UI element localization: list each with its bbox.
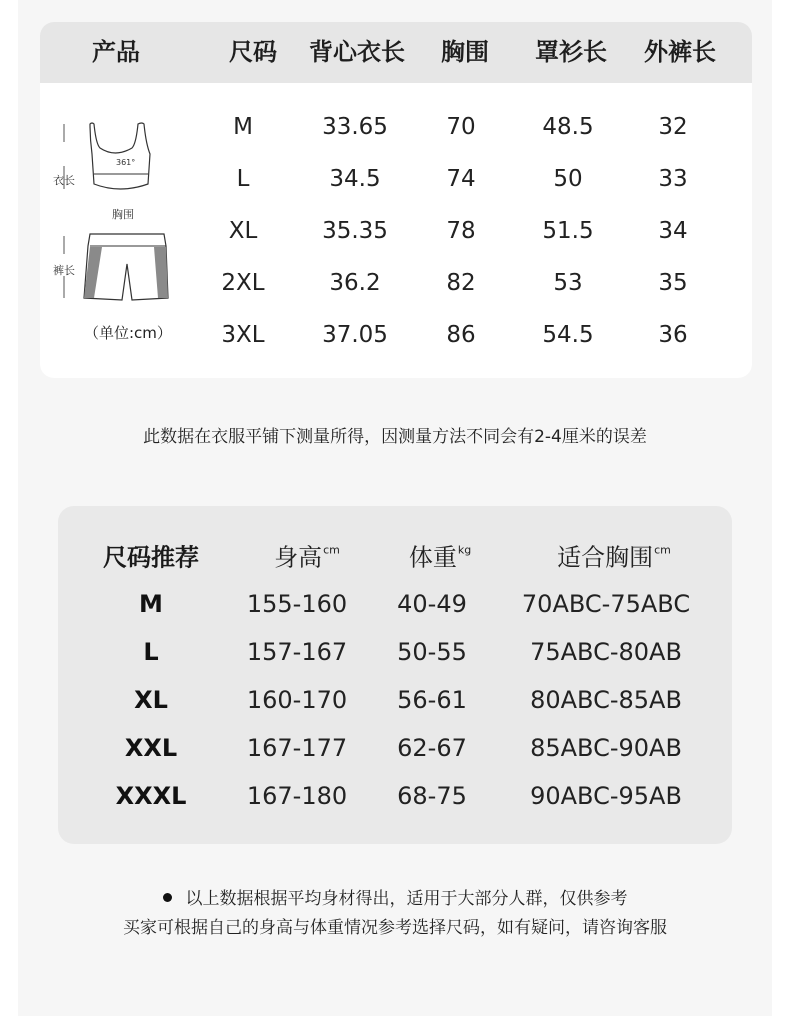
rec-size: L	[143, 638, 159, 666]
row-bust: 74	[446, 166, 476, 192]
rec-size: XL	[134, 686, 168, 714]
header-pants-length: 外裤长	[644, 38, 716, 66]
rec-height: 160-170	[246, 686, 348, 714]
row-size: XL	[228, 218, 258, 244]
header-height-label: 身高	[274, 543, 323, 572]
row-top-length: 33.65	[322, 114, 388, 140]
rec-bust: 85ABC-90AB	[530, 734, 682, 762]
row-jacket-length: 51.5	[542, 218, 594, 244]
unit-note: （单位:cm）	[84, 324, 172, 342]
rec-size: M	[139, 590, 163, 618]
row-pants-length: 33	[658, 166, 688, 192]
bullet-icon	[163, 893, 172, 902]
rec-weight: 62-67	[397, 734, 467, 762]
rec-weight: 56-61	[397, 686, 467, 714]
row-top-length: 34.5	[329, 166, 381, 192]
row-bust: 86	[446, 322, 476, 348]
row-size: M	[233, 114, 253, 140]
bust-label: 胸围	[112, 208, 134, 221]
row-top-length: 36.2	[329, 270, 381, 296]
header-bust: 胸围	[441, 38, 489, 66]
header-weight-unit: kg	[457, 543, 472, 557]
row-pants-length: 34	[658, 218, 688, 244]
rec-height: 167-177	[246, 734, 348, 762]
row-size: L	[236, 166, 250, 192]
rec-weight: 40-49	[397, 590, 467, 618]
row-jacket-length: 50	[553, 166, 583, 192]
size-recommend-card	[58, 506, 732, 844]
header-fit-bust-label: 适合胸围	[557, 543, 654, 572]
rec-bust: 90ABC-95AB	[530, 782, 682, 810]
row-jacket-length: 53	[553, 270, 583, 296]
rec-bust: 70ABC-75ABC	[521, 590, 691, 618]
rec-height: 155-160	[246, 590, 348, 618]
rec-height: 157-167	[246, 638, 348, 666]
row-pants-length: 32	[658, 114, 688, 140]
rec-weight: 50-55	[397, 638, 467, 666]
header-size: 尺码	[229, 38, 277, 66]
header-fit-bust	[557, 538, 671, 573]
header-product: 产品	[92, 38, 140, 66]
row-jacket-length: 48.5	[542, 114, 594, 140]
size-chart-card	[40, 22, 752, 378]
footer-line-1-text: 以上数据根据平均身材得出，适用于大部分人群，仅供参考	[185, 889, 628, 909]
header-fit-bust-unit: cm	[654, 543, 671, 557]
pants-length-label: 裤长	[53, 264, 75, 277]
header-weight-label: 体重	[408, 543, 457, 572]
footer-line-1	[0, 884, 790, 909]
rec-bust: 80ABC-85AB	[530, 686, 682, 714]
footer-line-2: 买家可根据自己的身高与体重情况参考选择尺码，如有疑问，请咨询客服	[123, 918, 667, 938]
row-top-length: 37.05	[322, 322, 388, 348]
rec-bust: 75ABC-80AB	[530, 638, 682, 666]
row-size: 3XL	[221, 322, 265, 348]
header-height	[274, 538, 340, 573]
rec-height: 167-180	[246, 782, 348, 810]
brand-mark: 361°	[116, 158, 136, 167]
rec-weight: 68-75	[397, 782, 467, 810]
header-weight	[409, 538, 471, 573]
row-size: 2XL	[221, 270, 265, 296]
row-jacket-length: 54.5	[542, 322, 594, 348]
measurement-note: 此数据在衣服平铺下测量所得，因测量方法不同会有2-4厘米的误差	[143, 427, 647, 447]
header-height-unit: cm	[323, 543, 340, 557]
recommend-title: 尺码推荐	[103, 543, 199, 572]
header-jacket-length: 罩衫长	[535, 38, 607, 66]
row-bust: 82	[446, 270, 476, 296]
row-pants-length: 35	[658, 270, 688, 296]
header-top-length: 背心衣长	[309, 38, 405, 66]
rec-size: XXL	[124, 734, 178, 762]
row-pants-length: 36	[658, 322, 688, 348]
row-bust: 78	[446, 218, 476, 244]
row-bust: 70	[446, 114, 476, 140]
rec-size: XXXL	[115, 782, 187, 810]
row-top-length: 35.35	[322, 218, 388, 244]
top-length-label: 衣长	[53, 174, 75, 187]
product-illustration	[50, 114, 180, 304]
